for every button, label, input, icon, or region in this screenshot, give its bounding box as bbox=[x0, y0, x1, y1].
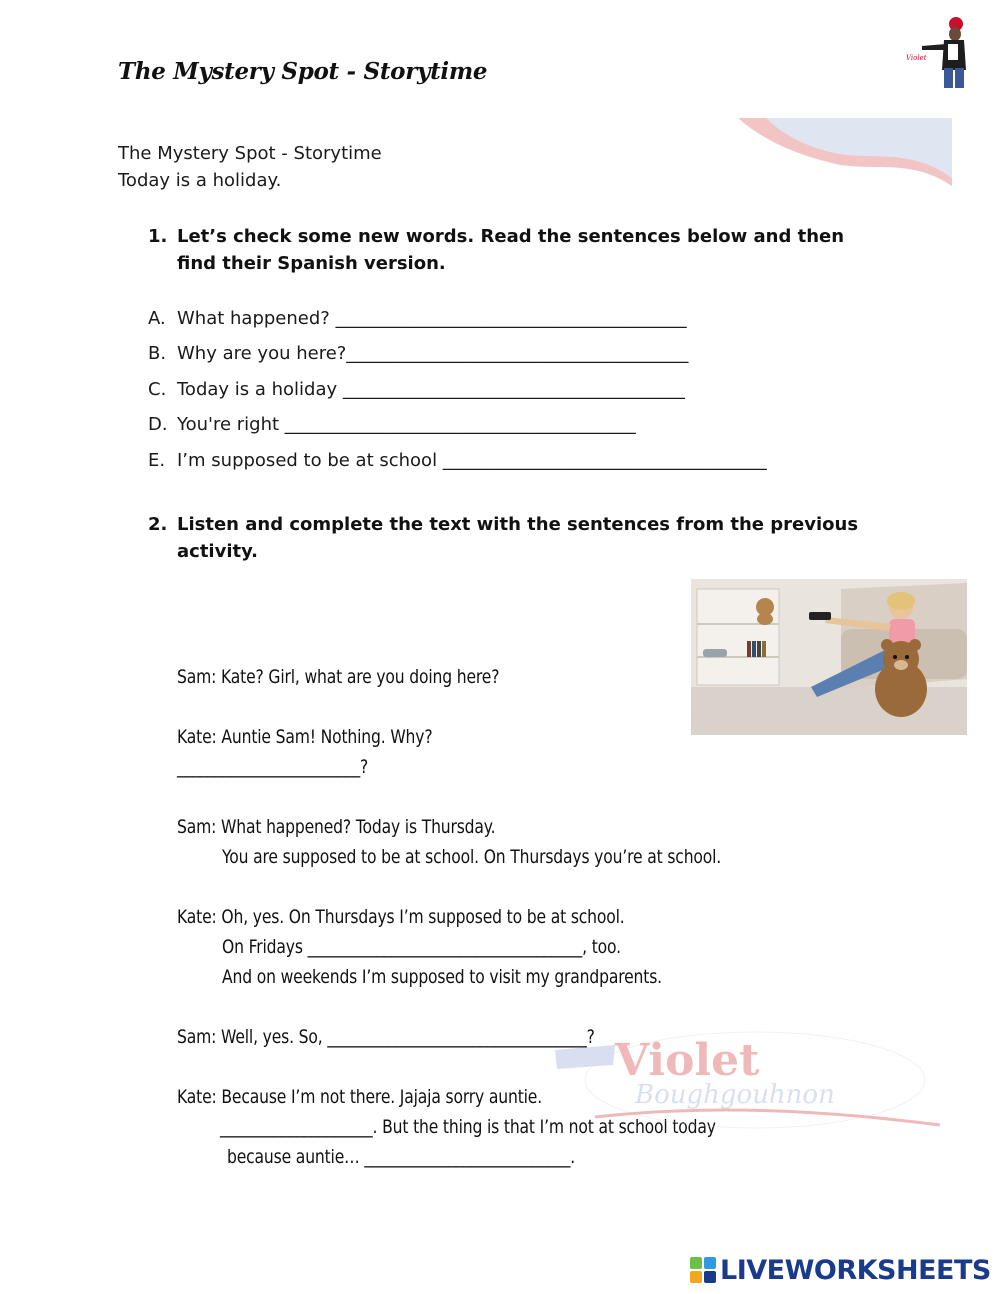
liveworksheets-footer bbox=[690, 1254, 991, 1286]
vocab-item bbox=[148, 343, 688, 364]
dialogue-blank-line: ________________________? bbox=[177, 756, 369, 778]
question-2-heading bbox=[148, 511, 868, 565]
question-1-text: Let’s check some new words. Read the sentences below and then find their Spanish version. bbox=[177, 226, 845, 274]
vocab-letter: D. bbox=[148, 414, 168, 435]
dialogue-line: Sam: What happened? Today is Thursday. bbox=[177, 816, 496, 838]
intro-line-1: The Mystery Spot - Storytime bbox=[118, 143, 382, 164]
dialogue-line: And on weekends I’m supposed to visit my grandparents. bbox=[222, 966, 662, 988]
vocab-text: Today is a holiday ______________________________________ bbox=[177, 379, 685, 400]
liveworksheets-icon bbox=[690, 1257, 716, 1283]
dialogue-blank-line: Sam: Well, yes. So, __________________________________? bbox=[177, 1026, 595, 1048]
liveworksheets-brand: LIVEWORKSHEETS bbox=[720, 1254, 991, 1286]
dialogue-blank-line: ____________________. But the thing is that I’m not at school today bbox=[220, 1116, 716, 1138]
question-2-number: 2. bbox=[148, 514, 168, 535]
watermark-line-1: Violet bbox=[615, 1035, 760, 1086]
dialogue-blank-line: On Fridays ____________________________________, too. bbox=[222, 936, 621, 958]
vocab-letter: A. bbox=[148, 308, 166, 329]
dialogue-line: You are supposed to be at school. On Thursdays you’re at school. bbox=[222, 846, 722, 868]
watermark-line-2: Boughgouhnon bbox=[635, 1080, 835, 1110]
dialogue-line: Kate: Oh, yes. On Thursdays I’m supposed to be at school. bbox=[177, 906, 625, 928]
dialogue-blank-line: because auntie… ___________________________. bbox=[227, 1146, 576, 1168]
vocab-item bbox=[148, 450, 767, 471]
girl-with-teddy-photo bbox=[691, 579, 967, 735]
vocab-letter: B. bbox=[148, 343, 167, 364]
logo-text: Violet bbox=[906, 54, 927, 62]
vocab-text: What happened? _______________________________________ bbox=[177, 308, 687, 329]
question-1-heading bbox=[148, 223, 868, 277]
question-2-text: Listen and complete the text with the sentences from the previous activity. bbox=[177, 514, 859, 562]
vocab-item bbox=[148, 414, 636, 435]
vocab-text: Why are you here?______________________________________ bbox=[177, 343, 689, 364]
dialogue-line: Sam: Kate? Girl, what are you doing here? bbox=[177, 666, 500, 688]
violet-watermark bbox=[555, 1025, 945, 1135]
decorative-swoosh bbox=[738, 116, 952, 188]
vocab-letter: C. bbox=[148, 379, 167, 400]
vocab-text: I’m supposed to be at school ____________________________________ bbox=[177, 450, 767, 471]
author-logo-image bbox=[900, 14, 970, 90]
vocab-text: You're right _______________________________________ bbox=[177, 414, 636, 435]
intro-line-2: Today is a holiday. bbox=[118, 170, 282, 191]
question-1-number: 1. bbox=[148, 226, 168, 247]
page-title: The Mystery Spot - Storytime bbox=[118, 58, 488, 85]
vocab-item bbox=[148, 308, 687, 329]
dialogue-line: Kate: Because I’m not there. Jajaja sorry auntie. bbox=[177, 1086, 543, 1108]
vocab-letter: E. bbox=[148, 450, 166, 471]
dialogue-line: Kate: Auntie Sam! Nothing. Why? bbox=[177, 726, 433, 748]
vocab-item bbox=[148, 379, 685, 400]
